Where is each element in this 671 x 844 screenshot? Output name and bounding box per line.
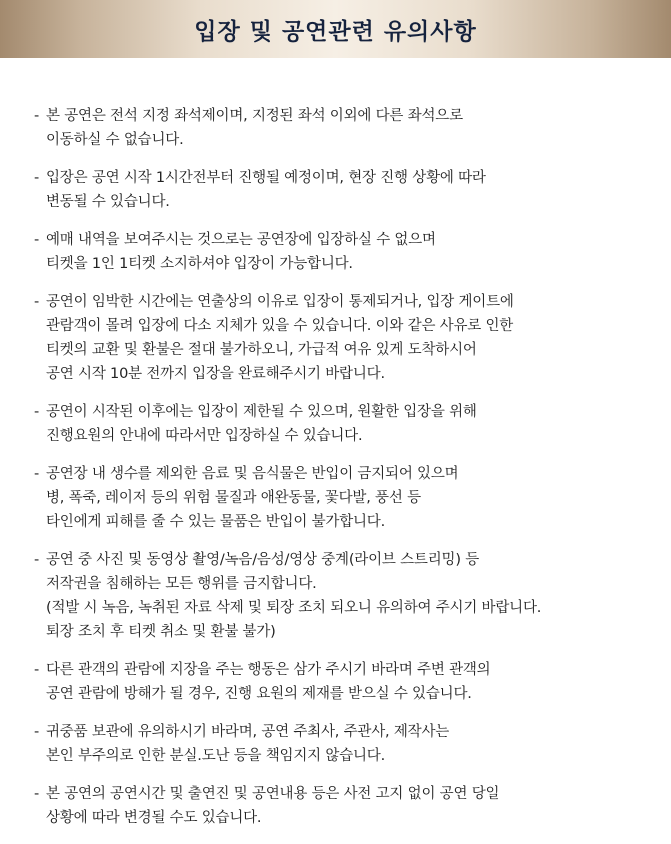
notice-line: 공연 관람에 방해가 될 경우, 진행 요원의 제재를 받으실 수 있습니다. (46, 686, 472, 702)
bullet-dash: - (34, 232, 40, 248)
notice-line: 진행요원의 안내에 따라서만 입장하실 수 있습니다. (46, 428, 363, 444)
notice-line: 공연 중 사진 및 동영상 촬영/녹음/음성/영상 중계(라이브 스트리밍) 등 (46, 552, 480, 568)
notice-line: 변동될 수 있습니다. (46, 194, 170, 210)
notice-line: 상황에 따라 변경될 수도 있습니다. (46, 810, 262, 826)
notice-text (46, 290, 654, 386)
bullet-dash: - (34, 294, 40, 310)
notice-item (34, 548, 654, 644)
notice-item (34, 290, 654, 386)
notice-line: 귀중품 보관에 유의하시기 바라며, 공연 주최사, 주관사, 제작사는 (46, 724, 450, 740)
bullet-dash: - (34, 466, 40, 482)
notice-line: 본인 부주의로 인한 분실.도난 등을 책임지지 않습니다. (46, 748, 386, 764)
notice-line: 이동하실 수 없습니다. (46, 132, 184, 148)
notice-line: 공연이 임박한 시간에는 연출상의 이유로 입장이 통제되거나, 입장 게이트에 (46, 294, 514, 310)
notice-text (46, 658, 654, 706)
notice-item (34, 782, 654, 830)
notice-item (34, 720, 654, 768)
bullet-dash: - (34, 108, 40, 124)
notice-text (46, 720, 654, 768)
notice-line: 티켓을 1인 1티켓 소지하셔야 입장이 가능합니다. (46, 256, 353, 272)
notice-line: 티켓의 교환 및 환불은 절대 불가하오니, 가급적 여유 있게 도착하시어 (46, 342, 477, 358)
bullet-dash: - (34, 404, 40, 420)
notice-line: 입장은 공연 시작 1시간전부터 진행될 예정이며, 현장 진행 상황에 따라 (46, 170, 486, 186)
notice-line: 본 공연의 공연시간 및 출연진 및 공연내용 등은 사전 고지 없이 공연 당일 (46, 786, 500, 802)
notice-line: 병, 폭죽, 레이저 등의 위험 물질과 애완동물, 꽃다발, 풍선 등 (46, 490, 421, 506)
notice-line: 다른 관객의 관람에 지장을 주는 행동은 삼가 주시기 바라며 주변 관객의 (46, 662, 491, 678)
notice-text (46, 166, 654, 214)
notice-line: 공연장 내 생수를 제외한 음료 및 음식물은 반입이 금지되어 있으며 (46, 466, 459, 482)
bullet-dash: - (34, 786, 40, 802)
notice-list (34, 104, 654, 844)
notice-text (46, 400, 654, 448)
notice-item (34, 462, 654, 534)
notice-line: 관람객이 몰려 입장에 다소 지체가 있을 수 있습니다. 이와 같은 사유로 인한 (46, 318, 514, 334)
bullet-dash: - (34, 552, 40, 568)
notice-line: 퇴장 조치 후 티켓 취소 및 환불 불가) (46, 624, 276, 640)
notice-line: (적발 시 녹음, 녹취된 자료 삭제 및 퇴장 조치 되오니 유의하여 주시기 바랍니다. (46, 600, 542, 616)
header-banner (0, 0, 671, 58)
bullet-dash: - (34, 170, 40, 186)
notice-item (34, 658, 654, 706)
notice-line: 예매 내역을 보여주시는 것으로는 공연장에 입장하실 수 없으며 (46, 232, 436, 248)
notice-line: 타인에게 피해를 줄 수 있는 물품은 반입이 불가합니다. (46, 514, 386, 530)
bullet-dash: - (34, 724, 40, 740)
notice-text (46, 462, 654, 534)
page-title: 입장 및 공연관련 유의사항 (194, 18, 477, 45)
notice-line: 공연이 시작된 이후에는 입장이 제한될 수 있으며, 원활한 입장을 위해 (46, 404, 477, 420)
notice-line: 본 공연은 전석 지정 좌석제이며, 지정된 좌석 이외에 다른 좌석으로 (46, 108, 463, 124)
notice-line: 공연 시작 10분 전까지 입장을 완료해주시기 바랍니다. (46, 366, 385, 382)
notice-text (46, 228, 654, 276)
notice-item (34, 228, 654, 276)
notice-item (34, 166, 654, 214)
notice-text (46, 782, 654, 830)
notice-item (34, 400, 654, 448)
notice-text (46, 104, 654, 152)
notice-item (34, 104, 654, 152)
bullet-dash: - (34, 662, 40, 678)
notice-text (46, 548, 654, 644)
notice-line: 저작권을 침해하는 모든 행위를 금지합니다. (46, 576, 317, 592)
